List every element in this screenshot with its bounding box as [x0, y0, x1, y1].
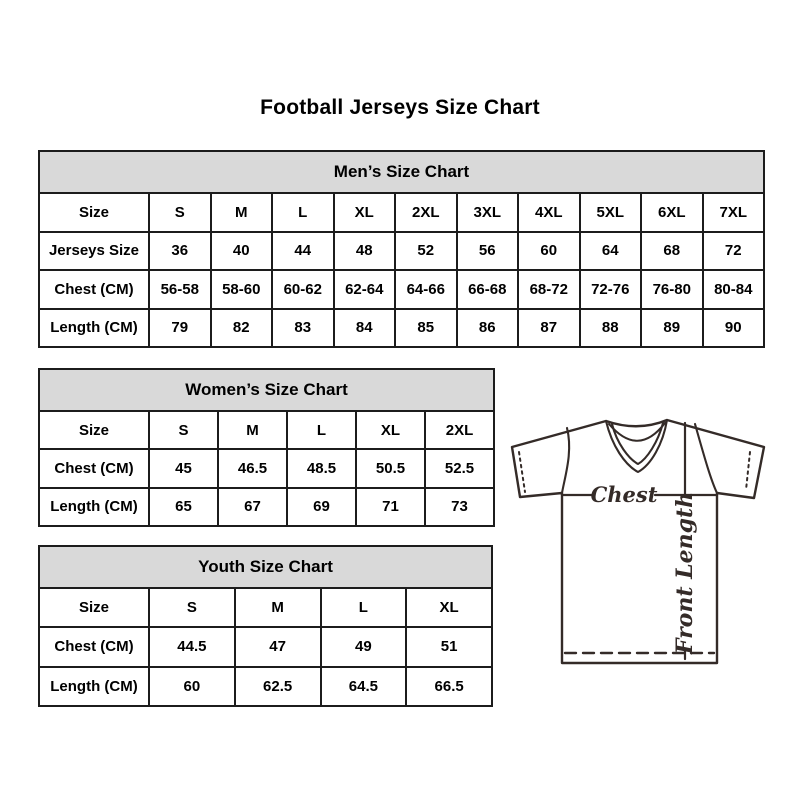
- youth-table: [38, 545, 493, 707]
- table-cell: 80-84: [703, 270, 765, 309]
- table-cell: 47: [235, 627, 321, 666]
- table-row: [39, 309, 764, 348]
- table-cell: 84: [334, 309, 396, 348]
- front-length-label: Front Length: [672, 491, 698, 655]
- table-cell: 68: [641, 232, 703, 271]
- table-cell: 62.5: [235, 667, 321, 706]
- table-cell: 83: [272, 309, 334, 348]
- table-cell: 45: [149, 449, 218, 487]
- table-cell: 87: [518, 309, 580, 348]
- table-cell: 44.5: [149, 627, 235, 666]
- column-header-cell: XL: [356, 411, 425, 449]
- table-row: [39, 627, 492, 666]
- column-header-cell: 6XL: [641, 193, 703, 232]
- table-row: [39, 193, 764, 232]
- column-header-cell: L: [321, 588, 407, 627]
- column-header-cell: 4XL: [518, 193, 580, 232]
- table-cell: 60-62: [272, 270, 334, 309]
- table-title: Men’s Size Chart: [39, 151, 764, 193]
- column-header-cell: M: [235, 588, 321, 627]
- table-cell: 60: [149, 667, 235, 706]
- table-cell: 52.5: [425, 449, 494, 487]
- table-row: [39, 449, 494, 487]
- mens-size-chart-table: [38, 150, 765, 348]
- table-cell: 56-58: [149, 270, 211, 309]
- page-title: Football Jerseys Size Chart: [260, 96, 540, 119]
- column-header-cell: 5XL: [580, 193, 642, 232]
- table-row: [39, 270, 764, 309]
- corner-header-cell: Size: [39, 588, 149, 627]
- table-title: Youth Size Chart: [39, 546, 492, 588]
- chest-label: Chest: [590, 482, 658, 507]
- table-row: [39, 488, 494, 526]
- column-header-cell: L: [272, 193, 334, 232]
- table-cell: 48.5: [287, 449, 356, 487]
- row-header-cell: Length (CM): [39, 667, 149, 706]
- table-row: [39, 588, 492, 627]
- table-cell: 89: [641, 309, 703, 348]
- row-header-cell: Chest (CM): [39, 627, 149, 666]
- table-row: [39, 411, 494, 449]
- table-cell: 66-68: [457, 270, 519, 309]
- row-header-cell: Chest (CM): [39, 270, 149, 309]
- table-cell: 79: [149, 309, 211, 348]
- table-cell: 56: [457, 232, 519, 271]
- table-cell: 71: [356, 488, 425, 526]
- table-cell: 66.5: [406, 667, 492, 706]
- column-header-cell: XL: [406, 588, 492, 627]
- table-title: Women’s Size Chart: [39, 369, 494, 411]
- column-header-cell: S: [149, 193, 211, 232]
- table-cell: 64.5: [321, 667, 407, 706]
- column-header-cell: XL: [334, 193, 396, 232]
- table-cell: 46.5: [218, 449, 287, 487]
- table-cell: 64: [580, 232, 642, 271]
- table-cell: 60: [518, 232, 580, 271]
- jersey-measurement-diagram: [503, 402, 775, 670]
- column-header-cell: S: [149, 588, 235, 627]
- column-header-cell: M: [218, 411, 287, 449]
- table-cell: 68-72: [518, 270, 580, 309]
- table-cell: 67: [218, 488, 287, 526]
- jersey-outline: [512, 420, 764, 663]
- column-header-cell: 3XL: [457, 193, 519, 232]
- table-cell: 85: [395, 309, 457, 348]
- youth-size-chart-table: [38, 545, 493, 707]
- row-header-cell: Length (CM): [39, 309, 149, 348]
- jersey-diagram-svg: [503, 402, 775, 670]
- table-cell: 50.5: [356, 449, 425, 487]
- column-header-cell: L: [287, 411, 356, 449]
- table-cell: 49: [321, 627, 407, 666]
- womens-size-chart-table: [38, 368, 495, 527]
- table-cell: 44: [272, 232, 334, 271]
- row-header-cell: Jerseys Size: [39, 232, 149, 271]
- table-row: [39, 232, 764, 271]
- table-cell: 69: [287, 488, 356, 526]
- table-cell: 76-80: [641, 270, 703, 309]
- table-cell: 72: [703, 232, 765, 271]
- table-cell: 73: [425, 488, 494, 526]
- column-header-cell: 2XL: [425, 411, 494, 449]
- table-cell: 52: [395, 232, 457, 271]
- table-cell: 62-64: [334, 270, 396, 309]
- column-header-cell: 2XL: [395, 193, 457, 232]
- column-header-cell: M: [211, 193, 273, 232]
- mens-table: [38, 150, 765, 348]
- row-header-cell: Chest (CM): [39, 449, 149, 487]
- corner-header-cell: Size: [39, 193, 149, 232]
- table-cell: 88: [580, 309, 642, 348]
- table-cell: 64-66: [395, 270, 457, 309]
- table-cell: 51: [406, 627, 492, 666]
- corner-header-cell: Size: [39, 411, 149, 449]
- table-cell: 40: [211, 232, 273, 271]
- table-cell: 65: [149, 488, 218, 526]
- table-cell: 48: [334, 232, 396, 271]
- table-row: [39, 667, 492, 706]
- table-cell: 82: [211, 309, 273, 348]
- row-header-cell: Length (CM): [39, 488, 149, 526]
- table-cell: 72-76: [580, 270, 642, 309]
- table-cell: 86: [457, 309, 519, 348]
- womens-table: [38, 368, 495, 527]
- table-cell: 58-60: [211, 270, 273, 309]
- column-header-cell: S: [149, 411, 218, 449]
- table-cell: 90: [703, 309, 765, 348]
- table-cell: 36: [149, 232, 211, 271]
- column-header-cell: 7XL: [703, 193, 765, 232]
